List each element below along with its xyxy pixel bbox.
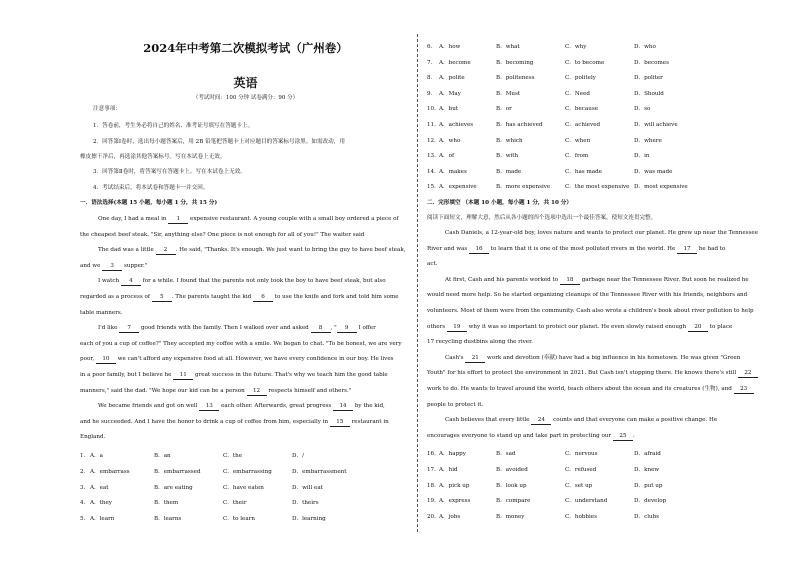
option-c[interactable]: C．their <box>223 500 247 507</box>
option-c[interactable]: C．when <box>565 137 591 144</box>
option-b[interactable]: B．made <box>496 168 522 175</box>
option-a[interactable]: A．of <box>439 153 455 160</box>
answer-blank: 21 <box>465 355 485 363</box>
passage-line <box>427 292 747 299</box>
question-number: 17． <box>427 466 440 473</box>
question-number: 16． <box>427 451 440 457</box>
option-a[interactable]: A．happy <box>439 451 466 457</box>
exam-title: 2024年中考第二次模拟考试（广州卷） <box>143 41 348 55</box>
option-a[interactable]: A．hid <box>439 466 458 473</box>
passage-text: counts and that everyone can make a positive change. He <box>551 417 718 424</box>
passage-text: Cash's <box>445 354 466 361</box>
passage-text: great success in the future. That's why we teach him the good table <box>193 372 388 378</box>
question-number: 12． <box>427 137 440 144</box>
passage-text: each other. Afterwards, great progress <box>219 403 334 410</box>
question-number: 8． <box>427 75 437 82</box>
option-a[interactable]: A．May <box>439 90 461 97</box>
passage-line <box>445 417 717 425</box>
option-a[interactable]: A．become <box>439 59 471 66</box>
passage-line <box>427 308 754 315</box>
question-number: 9． <box>427 90 437 97</box>
answer-blank: 18 <box>560 277 580 285</box>
option-c[interactable]: C．why <box>565 44 587 50</box>
option-c[interactable]: C．nervous <box>565 451 598 457</box>
passage-text: act. <box>427 261 438 268</box>
passage-text: work to do. He wants to travel around the world, teach others about the ocean and its creatures (生物), and <box>427 386 734 392</box>
passage-line <box>427 433 635 441</box>
option-b[interactable]: B．or <box>496 106 512 113</box>
passage-text: to use the knife and fork and told him some <box>272 294 399 300</box>
passage-text: restaurant in <box>349 418 389 425</box>
option-d[interactable]: D．clubs <box>634 514 660 521</box>
option-b[interactable]: B．compare <box>496 498 531 505</box>
question-number: 6． <box>427 44 437 50</box>
option-c[interactable]: C．has made <box>565 168 602 175</box>
option-b[interactable]: B．money <box>496 514 525 521</box>
option-d[interactable]: D．who <box>634 44 656 50</box>
option-c[interactable]: C．have eaten <box>223 484 264 491</box>
passage-text: poor, <box>80 356 96 363</box>
passage-text: I watch <box>98 278 121 285</box>
passage-text: each of you a cup of coffee?" They accepted my coffee with a smile. We began to chat. "To be honest, we are very <box>80 340 402 347</box>
passage-text: others <box>427 323 447 330</box>
passage-text: expensive restaurant. A young couple with a small boy ordered a piece of <box>188 216 399 222</box>
option-a[interactable]: A．polite <box>439 75 465 82</box>
option-b[interactable]: B．embarrassed <box>154 468 201 475</box>
passage-text: encourages everyone to stand up and take part in protecting our <box>427 432 613 439</box>
answer-blank: 17 <box>677 246 697 254</box>
option-b[interactable]: B．what <box>496 44 520 50</box>
passage-line <box>80 263 147 271</box>
option-d[interactable]: D．in <box>634 153 650 160</box>
option-c[interactable]: C．refused <box>565 466 597 473</box>
answer-blank: 14 <box>333 403 353 411</box>
passage-line <box>427 324 732 332</box>
question-number: 4． <box>80 500 90 507</box>
passage-line <box>427 370 758 378</box>
passage-text: volunteers. Most of them were from the community. Cash also wrote a children's book about river pollution to help <box>427 308 754 314</box>
question-number: 5． <box>80 516 90 523</box>
option-c[interactable]: C．embarrassing <box>223 468 272 475</box>
option-c[interactable]: C．the most expensive <box>565 184 630 191</box>
option-d[interactable]: D．will achieve <box>634 122 678 128</box>
passage-text: he had to <box>697 245 726 252</box>
passage-text: and we <box>80 262 103 269</box>
passage-line <box>98 216 399 224</box>
option-a[interactable]: A．they <box>90 500 112 507</box>
option-c[interactable]: C．because <box>565 106 599 113</box>
answer-blank: 19 <box>447 324 467 332</box>
question-number: 18． <box>427 482 440 489</box>
option-d[interactable]: D．Should <box>634 90 664 97</box>
question-number: 3． <box>80 484 90 491</box>
passage-line <box>98 325 376 333</box>
passage-text: would need more help. So he started organizing cleanups of the Tennessee River with his friends, neighbors and <box>427 292 748 299</box>
question-number: 15． <box>427 184 440 191</box>
section-1-header: 一．语法选择(本题 15 小题，每小题 1 分，共 15 分) <box>80 200 218 206</box>
option-a[interactable]: A．expensive <box>439 184 477 191</box>
option-a[interactable]: A．learn <box>90 516 115 523</box>
passage-text: to place <box>707 323 733 330</box>
passage-text: One day, I had a meal in <box>98 216 169 222</box>
passage-line <box>80 372 388 380</box>
exam-info: （考试时间：100 分钟 试卷满分：90 分） <box>192 95 299 101</box>
answer-blank: 16 <box>469 246 489 254</box>
passage-line <box>80 294 399 302</box>
passage-line <box>98 403 385 411</box>
question-number: 14． <box>427 168 440 175</box>
question-number: 13． <box>427 153 440 160</box>
passage-text: River and was <box>427 245 469 252</box>
option-c[interactable]: C．understand <box>565 498 608 505</box>
option-a[interactable]: A．but <box>439 106 459 113</box>
option-b[interactable]: B．sad <box>496 451 516 457</box>
option-c[interactable]: C．the <box>223 453 243 459</box>
option-b[interactable]: B．look up <box>496 482 527 489</box>
option-d[interactable]: D．most expensive <box>634 184 688 191</box>
option-d[interactable]: D．/ <box>292 453 304 459</box>
passage-text: people to protect it. <box>427 401 484 408</box>
passage-line <box>98 247 406 255</box>
option-d[interactable]: D．theirs <box>292 500 319 507</box>
option-b[interactable]: B．an <box>154 453 171 459</box>
option-c[interactable]: C．politely <box>565 75 596 82</box>
subject-title: 英语 <box>233 76 258 90</box>
answer-blank: 10 <box>96 356 116 364</box>
answer-blank: 2 <box>156 247 176 255</box>
option-b[interactable]: B．avoided <box>496 466 528 473</box>
passage-text: The dad was a little <box>98 247 156 254</box>
option-d[interactable]: D．afraid <box>634 451 661 457</box>
passage-text: we can't afford any expensive food at all. However, we have every confidence in our boy. He lives <box>115 356 394 363</box>
option-c[interactable]: C．from <box>565 153 589 160</box>
passage-text: why it was so important to protect our planet. He even slowly raised enough <box>466 323 688 330</box>
option-a[interactable]: A．achieves <box>439 122 474 128</box>
answer-blank: 7 <box>119 325 139 333</box>
passage-text: Cash believes that every little <box>445 417 532 424</box>
answer-blank: 12 <box>247 388 267 396</box>
section-2-instruction: 阅读下面短文，理解大意，然后从各小题的四个选项中选出一个最佳答案，使短文连贯完整。 <box>427 215 657 221</box>
answer-blank: 22 <box>738 370 758 378</box>
passage-line <box>80 419 389 427</box>
option-d[interactable]: D．develop <box>634 498 667 505</box>
option-a[interactable]: A．a <box>90 453 103 459</box>
passage-text: . <box>632 432 635 439</box>
answer-blank: 4 <box>121 278 141 286</box>
option-d[interactable]: D．politer <box>634 75 663 82</box>
passage-text: Youth" for his effort to protect the environment in 2021. But Cash isn't stopping there. He knows there's still <box>427 370 738 377</box>
option-b[interactable]: B．Must <box>496 90 521 97</box>
passage-text: England. <box>80 434 106 441</box>
passage-text: and he succeeded. And I have the honor to drink a cup of coffee from him, especially in <box>80 418 330 425</box>
question-number: 1． <box>80 453 90 459</box>
notes-header: 注意事项： <box>93 106 121 112</box>
passage-line <box>427 261 438 268</box>
option-a[interactable]: A．how <box>439 44 461 50</box>
passage-text: Cash Daniels, a 12-year-old boy, loves nature and wants to protect our planet. He grew up near the Tennessee <box>445 230 759 236</box>
passage-line <box>427 402 483 409</box>
option-a[interactable]: A．eat <box>90 484 109 491</box>
option-a[interactable]: A．embarrass <box>90 468 130 475</box>
passage-text: supper." <box>122 262 148 269</box>
note-line: 2．回答第Ⅰ卷时，选出每小题答案后，用 2B 铅笔把答题卡上对应题目的答案标号涂黑。如需改动，用 <box>93 139 345 145</box>
passage-text: I offer <box>356 325 376 332</box>
passage-text: At first, Cash and his parents worked to <box>445 276 560 283</box>
passage-text: table manners. <box>80 309 123 316</box>
option-d[interactable]: D．knew <box>634 466 660 473</box>
passage-text: the cheapest beef steak. "Sir, anything else? One piece is not enough for all of you!" The waiter said <box>80 231 365 238</box>
option-b[interactable]: B．are eating <box>154 484 193 491</box>
section-2-header: 二．完形填空 （本题 10 小题，每小题 1 分，共 10 分） <box>427 200 572 206</box>
passage-text: respects himself and others." <box>266 387 352 394</box>
answer-blank: 25 <box>613 433 633 441</box>
option-a[interactable]: A．who <box>439 137 461 144</box>
option-d[interactable]: D．learning <box>292 516 326 523</box>
option-b[interactable]: B．politeness <box>496 75 535 82</box>
answer-blank: 11 <box>173 372 193 380</box>
passage-line <box>80 356 394 364</box>
passage-text: garbage near the Tennessee River. But soon he realized he <box>579 276 749 283</box>
option-d[interactable]: D．so <box>634 106 651 113</box>
answer-blank: 9 <box>337 325 357 333</box>
passage-text: manners," said the dad. "We hope our kid can be a person <box>80 387 247 394</box>
passage-text: . The parents taught the kid <box>171 294 253 300</box>
column-divider <box>417 34 418 532</box>
answer-blank: 1 <box>168 216 188 224</box>
passage-line <box>80 388 351 396</box>
passage-text: We became friends and got on well <box>98 403 200 410</box>
question-number: 19． <box>427 498 440 505</box>
passage-text: in a poor family, but I believe he <box>80 372 174 378</box>
option-d[interactable]: D．put up <box>634 482 663 489</box>
passage-text: 17 recycling dustbins along the river. <box>427 339 533 346</box>
option-b[interactable]: B．learns <box>154 516 182 523</box>
passage-line <box>80 341 402 348</box>
option-c[interactable]: C．set up <box>565 482 593 489</box>
passage-line <box>445 277 749 285</box>
note-line: 3．回答第Ⅱ卷时，将答案写在答题卡上。写在本试卷上无效。 <box>93 169 246 175</box>
answer-blank: 8 <box>311 325 331 333</box>
passage-line <box>427 246 725 254</box>
answer-blank: 13 <box>199 403 219 411</box>
option-c[interactable]: C．to learn <box>223 516 255 523</box>
option-b[interactable]: B．becoming <box>496 59 534 66</box>
question-number: 2． <box>80 468 90 475</box>
option-d[interactable]: D．will eat <box>292 484 323 491</box>
option-a[interactable]: A．express <box>439 498 471 505</box>
option-b[interactable]: B．more expensive <box>496 184 551 191</box>
question-number: 10． <box>427 106 440 113</box>
option-a[interactable]: A．pick up <box>439 482 470 489</box>
option-d[interactable]: D．embarrassment <box>292 468 347 475</box>
passage-line <box>445 355 740 363</box>
option-b[interactable]: B．which <box>496 137 523 144</box>
option-a[interactable]: A．makes <box>439 168 467 175</box>
option-b[interactable]: B．with <box>496 153 519 160</box>
option-d[interactable]: D．becomes <box>634 59 669 66</box>
answer-blank: 15 <box>330 419 350 427</box>
option-a[interactable]: A．jobs <box>439 514 461 521</box>
note-line: 橡皮擦干净后，再选涂其他答案标号。写在本试卷上无效。 <box>80 154 226 160</box>
answer-blank: 20 <box>688 324 708 332</box>
answer-blank: 24 <box>531 417 551 425</box>
passage-text: regarded as a process of <box>80 294 152 300</box>
passage-line <box>98 278 386 286</box>
passage-text: for a while. I found that the parents not only took the boy to have beef steak, but also <box>140 278 386 285</box>
note-line: 1．答卷前，考生务必将自己的姓名、准考证号填写在答题卡上。 <box>93 123 254 129</box>
passage-text: . He said, "Thanks. It's enough. We just want to bring the guy to have beef steak, <box>175 247 406 254</box>
option-c[interactable]: C．Need <box>565 90 590 97</box>
option-d[interactable]: D．was made <box>634 168 673 175</box>
passage-line <box>80 232 364 239</box>
passage-text: , " <box>330 325 337 332</box>
passage-line <box>80 310 123 317</box>
option-c[interactable]: C．achieved <box>565 122 601 128</box>
passage-text: good friends with the family. Then I walked over and asked <box>139 325 311 332</box>
note-line: 4．考试结束后，将本试卷和答题卡一并交回。 <box>93 185 209 191</box>
passage-line <box>445 230 758 237</box>
question-number: 20． <box>427 514 440 521</box>
passage-text: I'd like <box>98 325 120 332</box>
option-c[interactable]: C．hobbies <box>565 514 597 521</box>
passage-line <box>427 339 533 346</box>
question-number: 7． <box>427 59 437 66</box>
answer-blank: 5 <box>152 294 172 302</box>
answer-blank: 3 <box>102 263 122 271</box>
question-number: 11． <box>427 122 440 128</box>
option-b[interactable]: B．them <box>154 500 179 507</box>
answer-blank: 6 <box>253 294 273 302</box>
passage-line <box>80 434 105 441</box>
passage-text: to learn that it is one of the most polluted rivers in the world. He <box>489 245 678 252</box>
passage-line <box>427 386 754 394</box>
option-d[interactable]: D．where <box>634 137 662 144</box>
passage-text: work and devotion (奉献) have had a big influence in his hometown. He was given "Green <box>485 354 741 361</box>
answer-blank: 23 <box>734 386 754 394</box>
option-c[interactable]: C．to become <box>565 59 605 66</box>
option-b[interactable]: B．has achieved <box>496 122 543 128</box>
passage-text: by the kid, <box>353 403 385 410</box>
